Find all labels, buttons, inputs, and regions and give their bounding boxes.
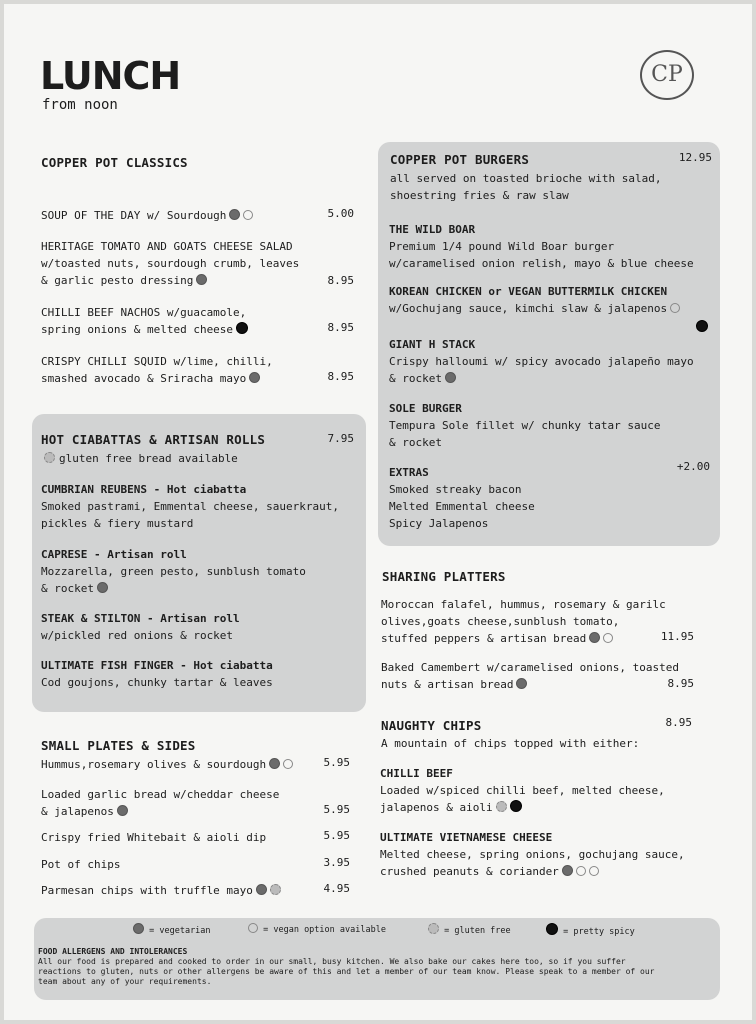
menu-item-falafel-platter: Moroccan falafel, hummus, rosemary & garilc olives,goats cheese,sunblush tomato, stuffed peppers & artisan bread [381, 598, 666, 645]
vegetarian-icon [97, 582, 108, 593]
price: 5.95 [323, 756, 350, 769]
menu-item-steak-stilton: STEAK & STILTON - Artisan roll w/pickled red onions & rocket [41, 612, 240, 642]
platters-heading: SHARING PLATTERS [382, 569, 506, 584]
menu-item-hummus: Hummus,rosemary olives & sourdough [41, 756, 293, 773]
legend-gluten-free: = gluten free [425, 923, 511, 936]
vegetarian-icon [133, 923, 144, 934]
vegan-icon [243, 210, 253, 220]
menu-item-parmesan-chips: Parmesan chips with truffle mayo [41, 882, 281, 899]
price: 3.95 [323, 856, 350, 869]
menu-item-nachos: CHILLI BEEF NACHOS w/guacamole, spring onions & melted cheese [41, 306, 247, 336]
menu-item-camembert: Baked Camembert w/caramelised onions, toasted nuts & artisan bread [381, 661, 680, 691]
price: 11.95 [660, 630, 694, 643]
vegetarian-icon [516, 678, 527, 689]
naughty-chips-description: A mountain of chips topped with either: [381, 737, 640, 750]
gluten-free-note: gluten free bread available [44, 450, 238, 467]
menu-item-reubens: CUMBRIAN REUBENS - Hot ciabatta Smoked pastrami, Emmental cheese, sauerkraut, pickles & fiery mustard [41, 483, 340, 530]
allergens-notice: FOOD ALLERGENS AND INTOLERANCES All our food is prepared and cooked to order in our small, busy kitchen. We also bake our cakes here too, so if you suffer reactions to gluten, nuts or other allergens be aware of this and let a member of our team know. Please speak to a member of our team about any of your requirements. [38, 947, 655, 986]
menu-item-caprese: CAPRESE - Artisan roll Mozzarella, green pesto, sunblush tomato & rocket [41, 548, 306, 595]
gluten-free-icon [44, 452, 55, 463]
extras-price: +2.00 [676, 460, 710, 473]
spicy-icon [236, 322, 248, 334]
gluten-free-icon [270, 884, 281, 895]
price: 4.95 [323, 882, 350, 895]
naughty-chips-price: 8.95 [665, 716, 692, 729]
price: 8.95 [327, 370, 354, 383]
legend-vegetarian: = vegetarian [130, 923, 211, 936]
vegetarian-icon [562, 865, 573, 876]
vegan-icon [670, 303, 680, 313]
spicy-icon [696, 320, 708, 332]
gluten-free-icon [496, 801, 507, 812]
menu-item-tomato-salad: HERITAGE TOMATO AND GOATS CHEESE SALAD w/toasted nuts, sourdough crumb, leaves & garlic pesto dressing [41, 240, 300, 287]
vegetarian-icon [117, 805, 128, 816]
menu-item-sole-burger: SOLE BURGER Tempura Sole fillet w/ chunky tatar sauce & rocket [389, 402, 661, 449]
ciabattas-price: 7.95 [327, 432, 354, 445]
price: 8.95 [327, 274, 354, 287]
vegetarian-icon [445, 372, 456, 383]
vegetarian-icon [256, 884, 267, 895]
gluten-free-icon [428, 923, 439, 934]
price: 8.95 [667, 677, 694, 690]
page-title: LUNCH [40, 54, 181, 98]
menu-item-giant-h-stack: GIANT H STACK Crispy halloumi w/ spicy avocado jalapeño mayo & rocket [389, 338, 694, 385]
copper-pot-logo: CP [640, 50, 694, 100]
burgers-price: 12.95 [678, 151, 712, 164]
menu-item-fish-finger: ULTIMATE FISH FINGER - Hot ciabatta Cod goujons, chunky tartar & leaves [41, 659, 273, 689]
price: 5.95 [323, 829, 350, 842]
menu-item-chilli-beef-chips: CHILLI BEEF Loaded w/spiced chilli beef, melted cheese, jalapenos & aioli [380, 767, 665, 814]
menu-item-chips: Pot of chips [41, 858, 121, 871]
menu-item-vietnamese-cheese: ULTIMATE VIETNAMESE CHEESE Melted cheese, spring onions, gochujang sauce, crushed peanuts & coriander [380, 831, 685, 878]
vegetarian-icon [249, 372, 260, 383]
burgers-heading: COPPER POT BURGERS [390, 152, 530, 167]
menu-item-whitebait: Crispy fried Whitebait & aioli dip [41, 831, 267, 844]
small-plates-heading: SMALL PLATES & SIDES [41, 738, 196, 753]
price: 5.00 [327, 207, 354, 220]
vegetarian-icon [269, 758, 280, 769]
vegan-icon [603, 633, 613, 643]
extras: EXTRAS Smoked streaky bacon Melted Emmental cheese Spicy Jalapenos [389, 466, 535, 530]
spicy-icon-wrapper [696, 316, 708, 335]
vegan-icon [576, 866, 586, 876]
price: 5.95 [323, 803, 350, 816]
burgers-description: all served on toasted brioche with salad, shoestring fries & raw slaw [390, 172, 662, 202]
menu-item-soup: SOUP OF THE DAY w/ Sourdough [41, 207, 253, 224]
spicy-icon [546, 923, 558, 935]
legend-vegan: = vegan option available [245, 923, 386, 935]
vegetarian-icon [589, 632, 600, 643]
classics-heading: COPPER POT CLASSICS [41, 155, 188, 170]
page-subtitle: from noon [42, 97, 118, 113]
menu-item-korean-chicken: KOREAN CHICKEN or VEGAN BUTTERMILK CHICKEN w/Gochujang sauce, kimchi slaw & jalapenos [389, 283, 680, 317]
menu-item-squid: CRISPY CHILLI SQUID w/lime, chilli, smashed avocado & Sriracha mayo [41, 355, 273, 385]
spicy-icon [510, 800, 522, 812]
allergens-title: FOOD ALLERGENS AND INTOLERANCES [38, 947, 188, 956]
naughty-chips-heading: NAUGHTY CHIPS [381, 718, 482, 733]
vegan-icon [248, 923, 258, 933]
vegan-icon [589, 866, 599, 876]
ciabattas-heading: HOT CIABATTAS & ARTISAN ROLLS [41, 432, 266, 447]
vegetarian-icon [229, 209, 240, 220]
price: 8.95 [327, 321, 354, 334]
menu-item-wild-boar: THE WILD BOAR Premium 1/4 pound Wild Boar burger w/caramelised onion relish, mayo & blue cheese [389, 223, 694, 270]
vegetarian-icon [196, 274, 207, 285]
legend-spicy: = pretty spicy [543, 923, 635, 937]
menu-item-garlic-bread: Loaded garlic bread w/cheddar cheese & jalapenos [41, 788, 280, 818]
